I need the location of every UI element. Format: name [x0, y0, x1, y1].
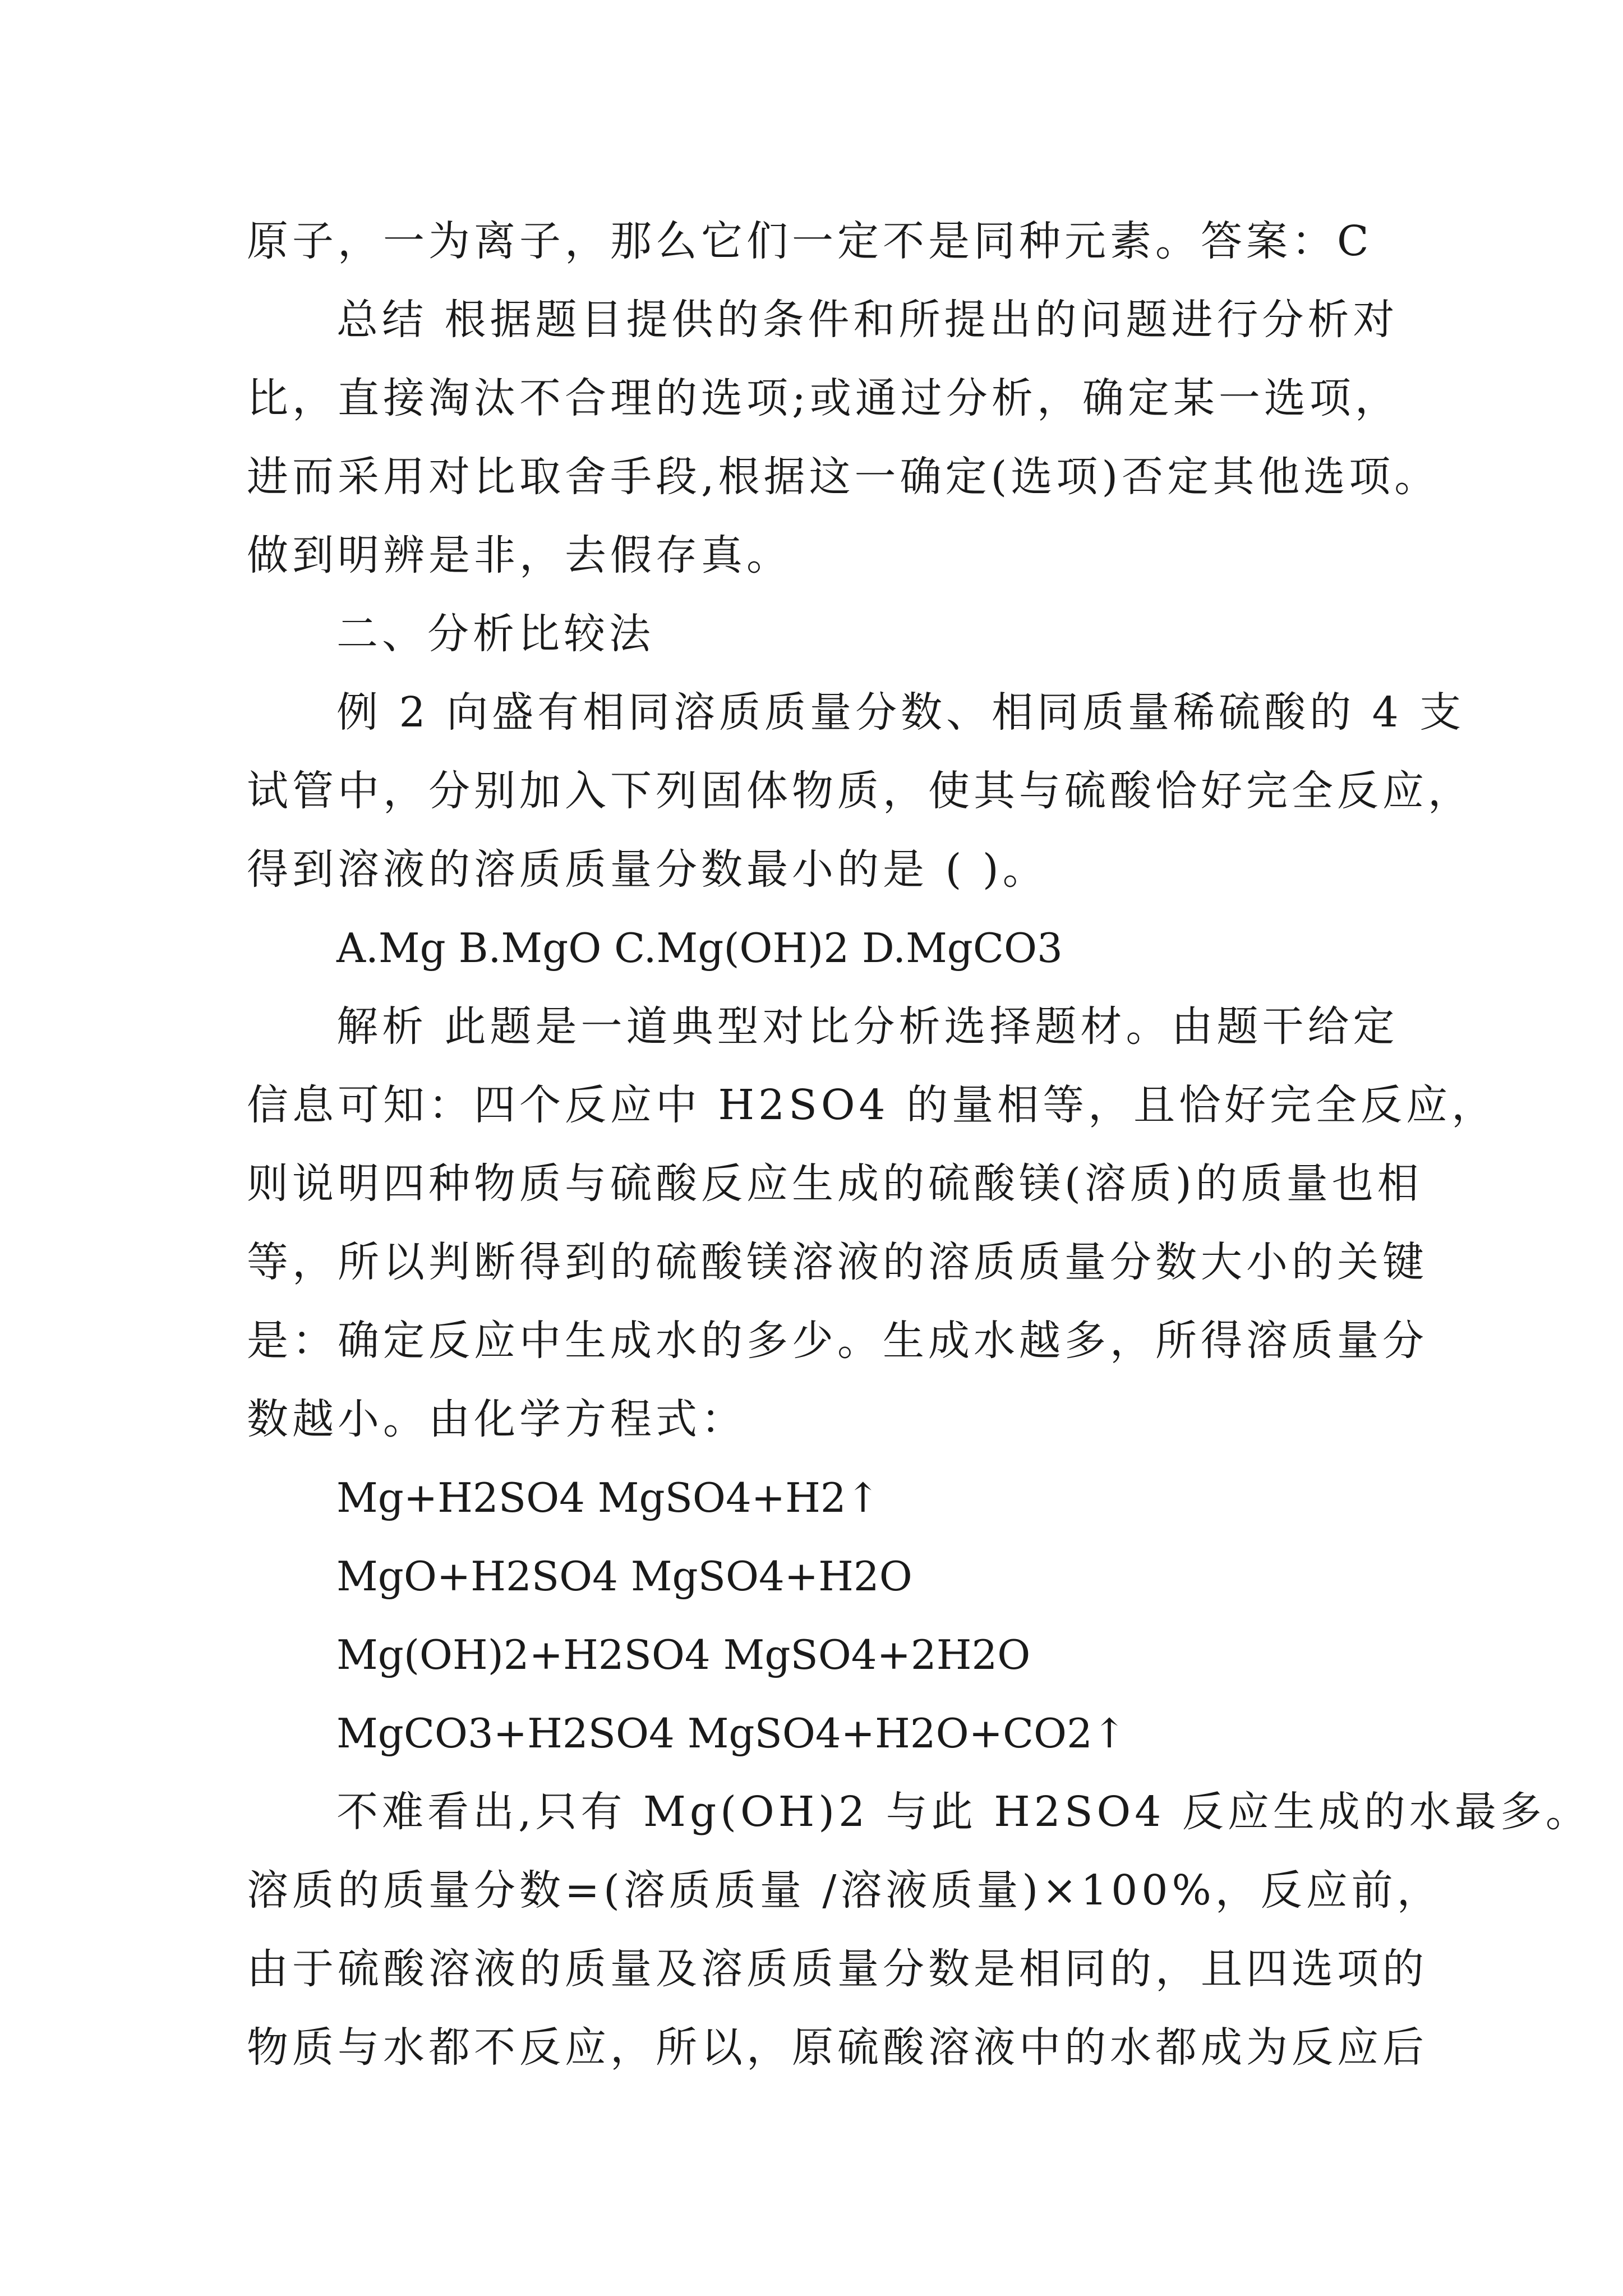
example-paragraph-line: 例 2 向盛有相同溶质质量分数、相同质量稀硫酸的 4 支	[336, 688, 1465, 737]
chemical-equation: Mg(OH)2+H2SO4 MgSO4+2H2O	[336, 1631, 1031, 1678]
text-line: 等，所以判断得到的硫酸镁溶液的溶质质量分数大小的关键	[247, 1238, 1428, 1286]
text-line: 数越小。由化学方程式：	[247, 1395, 746, 1443]
section-heading: 二、分析比较法	[336, 610, 654, 658]
text-line: 则说明四种物质与硫酸反应生成的硫酸镁(溶质)的质量也相	[247, 1159, 1423, 1208]
text-line: 试管中，分别加入下列固体物质，使其与硫酸恰好完全反应，	[247, 767, 1473, 815]
analysis-paragraph-line: 解析 此题是一道典型对比分析选择题材。由题干给定	[336, 1002, 1399, 1051]
text-line: 做到明辨是非，去假存真。	[247, 531, 792, 579]
conclusion-paragraph-line: 不难看出,只有 Mg(OH)2 与此 H2SO4 反应生成的水最多。	[336, 1788, 1591, 1836]
chemical-equation: Mg+H2SO4 MgSO4+H2↑	[336, 1474, 880, 1521]
answer-options: A.Mg B.MgO C.Mg(OH)2 D.MgCO3	[336, 924, 1063, 972]
text-line: 是：确定反应中生成水的多少。生成水越多，所得溶质量分	[247, 1317, 1428, 1365]
text-line: 原子，一为离子，那么它们一定不是同种元素。答案：C	[247, 217, 1373, 265]
chemical-equation: MgO+H2SO4 MgSO4+H2O	[336, 1553, 912, 1600]
text-line: 进而采用对比取舍手段,根据这一确定(选项)否定其他选项。	[247, 453, 1440, 501]
text-line: 信息可知：四个反应中 H2SO4 的量相等，且恰好完全反应，	[247, 1081, 1497, 1129]
chemical-equation: MgCO3+H2SO4 MgSO4+H2O+CO2↑	[336, 1710, 1127, 1757]
text-line: 比，直接淘汰不合理的选项;或通过分析，确定某一选项，	[247, 374, 1400, 422]
text-line: 物质与水都不反应，所以，原硫酸溶液中的水都成为反应后	[247, 2023, 1428, 2072]
text-line: 由于硫酸溶液的质量及溶质质量分数是相同的，且四选项的	[247, 1945, 1428, 1993]
text-line: 溶质的质量分数=(溶质质量 /溶液质量)×100%，反应前，	[247, 1866, 1442, 1915]
text-line: 得到溶液的溶质质量分数最小的是 ( )。	[247, 845, 1048, 894]
summary-paragraph-line: 总结 根据题目提供的条件和所提出的问题进行分析对	[336, 296, 1399, 344]
